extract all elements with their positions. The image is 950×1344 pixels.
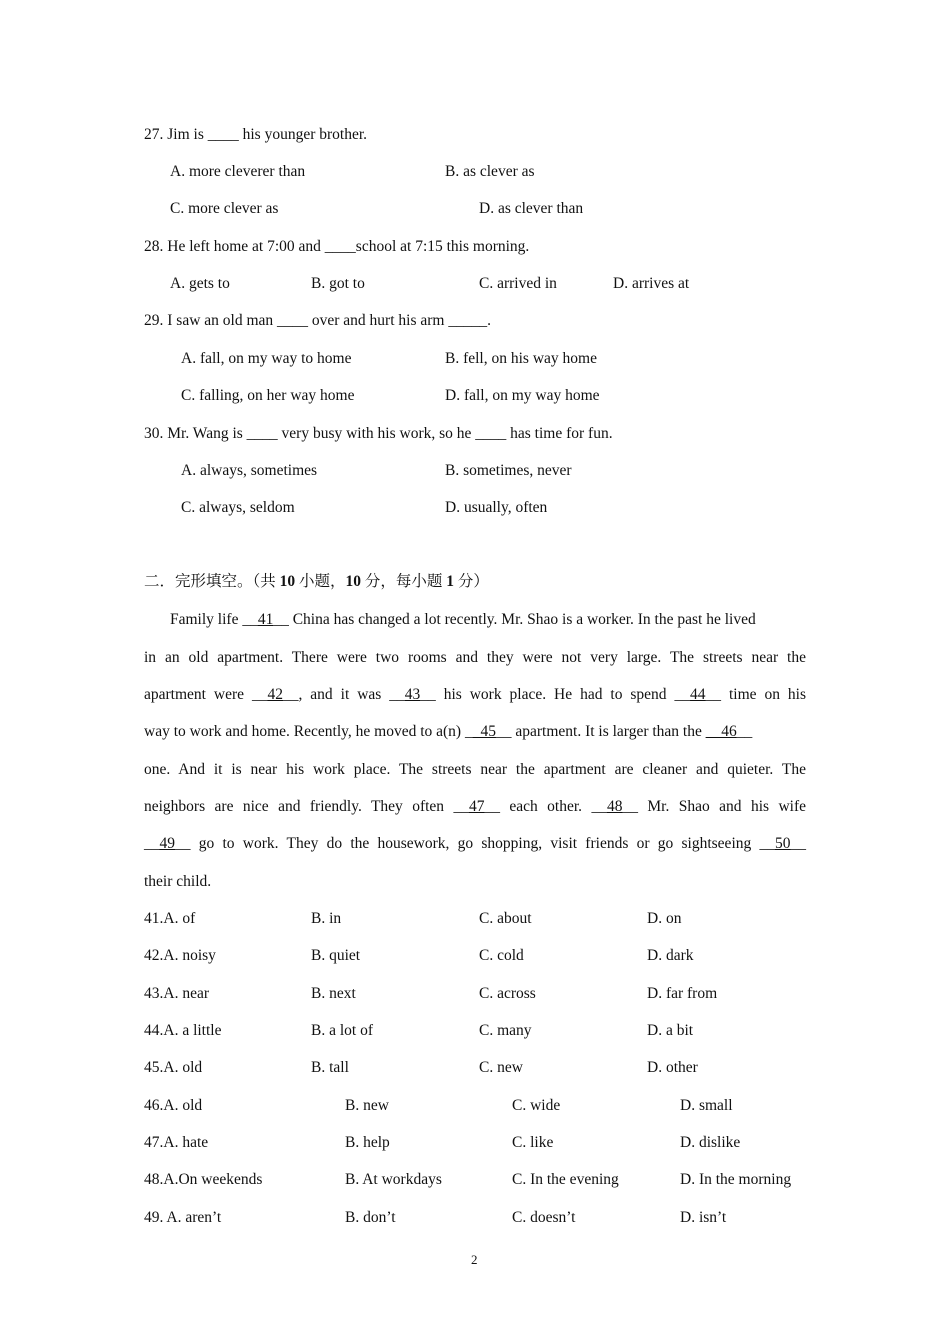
q44-option-d: D. a bit [647, 1022, 694, 1039]
passage-line-4: way to work and home. Recently, he moved to a(n) __45__ apartment. It is larger than the __46__ [144, 723, 753, 740]
q41-option-a: 41.A. of [144, 910, 196, 927]
blank-43: 43 [404, 686, 421, 703]
q44-option-a: 44.A. a little [144, 1022, 222, 1039]
q49-option-a: 49. A. aren’t [144, 1209, 222, 1226]
q30-option-d: D. usually, often [445, 499, 548, 516]
q42-option-d: D. dark [647, 947, 694, 964]
blank-46: __46 [705, 723, 737, 740]
q43-option-d: D. far from [647, 985, 718, 1002]
passage-line-8: their child. [144, 873, 212, 890]
blank-47: 47 [468, 798, 485, 815]
q43-option-a: 43.A. near [144, 985, 209, 1002]
q27-option-a: A. more cleverer than [170, 163, 306, 180]
q29-option-c: C. falling, on her way home [181, 387, 355, 404]
q44-option-b: B. a lot of [311, 1022, 373, 1039]
passage-line-3: apartment were __42__, and it was __43__ his work place. He had to spend __44__ time on his [144, 686, 806, 703]
q48-option-c: C. In the evening [512, 1171, 619, 1188]
q45-option-d: D. other [647, 1059, 698, 1076]
blank-48: 48 [606, 798, 623, 815]
q28-stem: 28. He left home at 7:00 and ____school at 7:15 this morning. [144, 238, 530, 255]
q30-option-a: A. always, sometimes [181, 462, 318, 479]
q42-option-b: B. quiet [311, 947, 361, 964]
blank-50: 50 [775, 835, 791, 852]
q47-option-c: C. like [512, 1134, 554, 1151]
q27-option-d: D. as clever than [479, 200, 584, 217]
q29-stem: 29. I saw an old man ____ over and hurt his arm _____. [144, 312, 491, 329]
q45-option-a: 45.A. old [144, 1059, 203, 1076]
q49-option-c: C. doesn’t [512, 1209, 576, 1226]
q28-option-c: C. arrived in [479, 275, 557, 292]
q30-option-b: B. sometimes, never [445, 462, 572, 479]
q28-option-d: D. arrives at [613, 275, 690, 292]
q27-option-b: B. as clever as [445, 163, 535, 180]
q29-option-b: B. fell, on his way home [445, 350, 597, 367]
passage-line-7: __49__ go to work. They do the housework, go shopping, visit friends or go sightseeing __50__ [144, 835, 806, 852]
blank-44: 44 [690, 686, 706, 703]
q43-option-b: B. next [311, 985, 356, 1002]
page-number: 2 [471, 1252, 478, 1267]
section-heading: 二．完形填空。（共 10 小题，10 分，每小题 1 分） [144, 573, 489, 590]
q29-option-d: D. fall, on my way home [445, 387, 600, 404]
q46-option-d: D. small [680, 1097, 733, 1114]
q46-option-c: C. wide [512, 1097, 561, 1114]
q48-option-d: D. In the morning [680, 1171, 792, 1188]
q49-option-b: B. don’t [345, 1209, 396, 1226]
q41-option-b: B. in [311, 910, 342, 927]
q49-option-d: D. isn’t [680, 1209, 727, 1226]
passage-line-2: in an old apartment. There were two rooms and they were not very large. The streets near the [144, 649, 806, 666]
q42-option-c: C. cold [479, 947, 524, 964]
blank-45: _45 [472, 723, 496, 740]
q41-option-d: D. on [647, 910, 682, 927]
q47-option-d: D. dislike [680, 1134, 741, 1151]
q47-option-b: B. help [345, 1134, 390, 1151]
q48-option-b: B. At workdays [345, 1171, 442, 1188]
q30-option-c: C. always, seldom [181, 499, 295, 516]
q41-option-c: C. about [479, 910, 532, 927]
blank-41: 41 [257, 611, 274, 628]
q43-option-c: C. across [479, 985, 536, 1002]
q28-option-b: B. got to [311, 275, 365, 292]
q46-option-b: B. new [345, 1097, 389, 1114]
blank-49: 49 [159, 835, 175, 852]
q48-option-a: 48.A.On weekends [144, 1171, 263, 1188]
q29-option-a: A. fall, on my way to home [181, 350, 352, 367]
q47-option-a: 47.A. hate [144, 1134, 209, 1151]
passage-line-5: one. And it is near his work place. The streets near the apartment are cleaner and quieter. The [144, 761, 806, 778]
q46-option-a: 46.A. old [144, 1097, 203, 1114]
passage-line-6: neighbors are nice and friendly. They often __47__ each other. __48__ Mr. Shao and his wife [144, 798, 806, 815]
q27-option-c: C. more clever as [170, 200, 279, 217]
blank-42: 42 [267, 686, 283, 703]
q45-option-c: C. new [479, 1059, 523, 1076]
q27-stem: 27. Jim is ____ his younger brother. [144, 126, 368, 143]
q42-option-a: 42.A. noisy [144, 947, 216, 964]
passage-line-1: Family life __41__ China has changed a lot recently. Mr. Shao is a worker. In the past he lived [170, 611, 756, 628]
q30-stem: 30. Mr. Wang is ____ very busy with his work, so he ____ has time for fun. [144, 425, 613, 442]
q28-option-a: A. gets to [170, 275, 230, 292]
q45-option-b: B. tall [311, 1059, 349, 1076]
q44-option-c: C. many [479, 1022, 532, 1039]
